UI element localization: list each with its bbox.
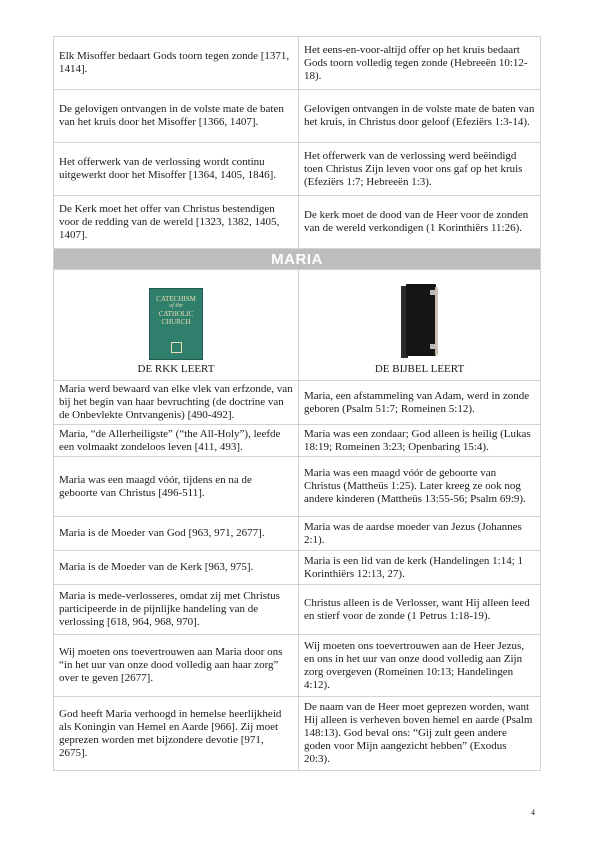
- catechism-book-image: [149, 288, 203, 360]
- bible-cell: Gelovigen ontvangen in de volste mate de baten van het kruis, in Christus door geloof (Efeziërs 1:3-14).: [299, 90, 541, 143]
- bible-cell: Het offerwerk van de verlossing werd beëindigd toen Christus Zijn leven voor ons gaf op het kruis (Efeziërs 1:7; Hebreeën 1:3).: [299, 143, 541, 196]
- table-row: [54, 196, 541, 249]
- bible-header-cell: [299, 270, 541, 381]
- section-title: MARIA: [54, 249, 541, 270]
- table-row: [54, 551, 541, 585]
- rkk-cell: Maria, “de Allerheiligste” (“the All-Holy”), leefde een volmaakt zondeloos leven [411, 493].: [54, 425, 299, 457]
- rkk-cell: God heeft Maria verhoogd in hemelse heerlijkheid als Koningin van Hemel en Aarde [966]. Zij moet geprezen worden met bijzondere devotie [971, 2675].: [54, 697, 299, 771]
- column-header-row: [54, 270, 541, 381]
- rkk-cell: Maria is de Moeder van God [963, 971, 2677].: [54, 517, 299, 551]
- cover-emblem-icon: [171, 342, 182, 353]
- rkk-cell: Maria was een maagd vóór, tijdens en na de geboorte van Christus [496-511].: [54, 457, 299, 517]
- table-row: [54, 90, 541, 143]
- table-row: [54, 381, 541, 425]
- table-row: [54, 517, 541, 551]
- bible-cell: Maria was een zondaar; God alleen is heilig (Lukas 18:19; Romeinen 3:23; Openbaring 15:4).: [299, 425, 541, 457]
- cover-text: CATECHISM: [156, 295, 196, 303]
- bible-cell: Wij moeten ons toevertrouwen aan de Heer Jezus, en ons in het uur van onze dood volledig aan Zijn zorg overgeven (Romeinen 10:13; Handelingen 4:12).: [299, 635, 541, 697]
- bible-cell: De naam van de Heer moet geprezen worden, want Hij alleen is verheven boven hemel en aarde (Psalm 148:13). God beval ons: “Gij zult geen andere goden voor Mijn aangezicht hebben” (Exodus 20:3).: [299, 697, 541, 771]
- comparison-page: [53, 36, 541, 771]
- cover-text: of the: [169, 303, 183, 309]
- bible-cell: Christus alleen is de Verlosser, want Hij alleen leed en stierf voor de zonde (1 Petrus 1:18-19).: [299, 585, 541, 635]
- table-row: [54, 143, 541, 196]
- table-row: [54, 457, 541, 517]
- page-number: 4: [531, 808, 535, 817]
- rkk-cell: Maria werd bewaard van elke vlek van erfzonde, van bij het begin van haar bevruchting (de doctrine van de Onbevlekte Ontvangenis) [490-492].: [54, 381, 299, 425]
- cover-text: CHURCH: [161, 318, 191, 326]
- bible-book-image: [400, 284, 440, 360]
- rkk-cell: Maria is mede-verlosseres, omdat zij met Christus participeerde in de pijnlijke handeling van de verlossing [618, 964, 968, 970].: [54, 585, 299, 635]
- rkk-header-cell: [54, 270, 299, 381]
- table-row: [54, 37, 541, 90]
- bible-cell: Maria, een afstammeling van Adam, werd in zonde geboren (Psalm 51:7; Romeinen 5:12).: [299, 381, 541, 425]
- bible-cell: Het eens-en-voor-altijd offer op het kruis bedaart Gods toorn volledig tegen zonde (Hebreeën 10:12-18).: [299, 37, 541, 90]
- bible-cell: De kerk moet de dood van de Heer voor de zonden van de wereld verkondigen (1 Korinthiërs 11:26).: [299, 196, 541, 249]
- rkk-cell: De Kerk moet het offer van Christus bestendigen voor de redding van de wereld [1323, 1382, 1405, 1407].: [54, 196, 299, 249]
- rkk-cell: Het offerwerk van de verlossing wordt continu uitgewerkt door het Misoffer [1364, 1405, 1846].: [54, 143, 299, 196]
- rkk-cell: De gelovigen ontvangen in de volste mate de baten van het kruis door het Misoffer [1366, 1407].: [54, 90, 299, 143]
- section-banner: [54, 249, 541, 270]
- table-row: [54, 697, 541, 771]
- rkk-cell: Wij moeten ons toevertrouwen aan Maria door ons “in het uur van onze dood volledig aan haar zorg” over te geven [2677].: [54, 635, 299, 697]
- cover-text: CATHOLIC: [158, 310, 194, 318]
- bible-cell: Maria was de aardse moeder van Jezus (Johannes 2:1).: [299, 517, 541, 551]
- rkk-column-label: DE RKK LEERT: [137, 363, 215, 375]
- comparison-table: [53, 36, 541, 771]
- table-row: [54, 425, 541, 457]
- table-row: [54, 635, 541, 697]
- bible-cell: Maria was een maagd vóór de geboorte van Christus (Mattheüs 1:25). Later kreeg ze ook nog andere kinderen (Mattheüs 13:55-56; Psalm 69:9).: [299, 457, 541, 517]
- bible-column-label: DE BIJBEL LEERT: [374, 363, 465, 375]
- rkk-cell: Elk Misoffer bedaart Gods toorn tegen zonde [1371, 1414].: [54, 37, 299, 90]
- bible-cell: Maria is een lid van de kerk (Handelingen 1:14; 1 Korinthiërs 12:13, 27).: [299, 551, 541, 585]
- rkk-cell: Maria is de Moeder van de Kerk [963, 975].: [54, 551, 299, 585]
- table-row: [54, 585, 541, 635]
